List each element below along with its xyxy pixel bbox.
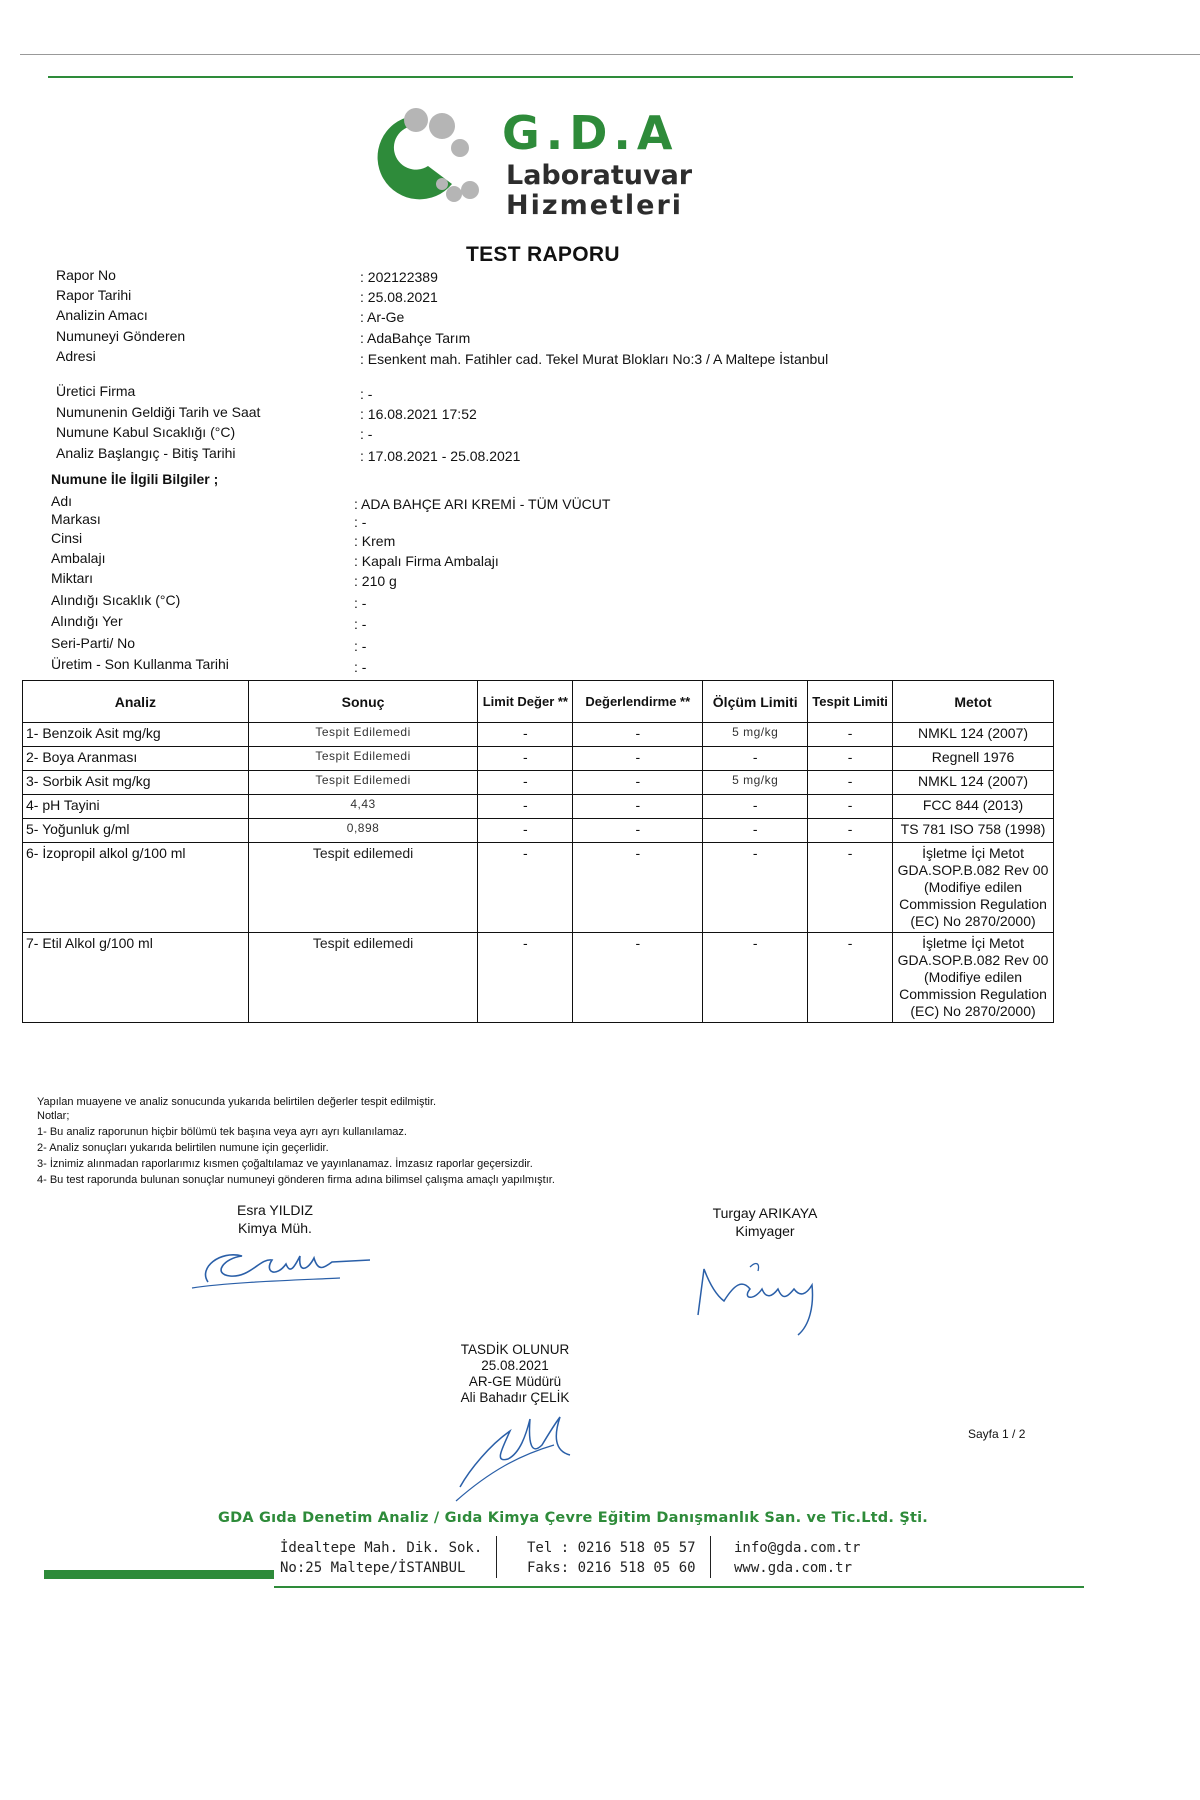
footer-divider [710,1536,711,1578]
footer-web: www.gda.com.tr [734,1560,853,1576]
footer-address [280,1538,482,1578]
cell-limit: - [478,723,573,747]
location-value: : - [354,616,367,632]
report-no-label: Rapor No [56,267,116,283]
cell-analiz: 4- pH Tayini [23,795,249,819]
cell-tespit: - [808,747,893,771]
logo-line1: Laboratuvar [506,160,693,191]
sample-temp-label: Alındığı Sıcaklık (°C) [51,592,181,608]
cell-analiz: 1- Benzoik Asit mg/kg [23,723,249,747]
footer-phones [527,1538,696,1578]
cell-analiz: 3- Sorbik Asit mg/kg [23,771,249,795]
table-row [23,795,1054,819]
table-row [23,723,1054,747]
footer-company: GDA Gıda Denetim Analiz / Gıda Kimya Çevre Eğitim Danışmanlık San. ve Tic.Ltd. Şti. [218,1510,928,1526]
purpose-value: : Ar-Ge [360,309,405,325]
approval-block [440,1342,590,1406]
cell-degerlendirme: - [573,723,703,747]
amount-value: : 210 g [354,573,397,589]
cell-analiz: 7- Etil Alkol g/100 ml [23,933,249,1023]
signer-left-title: Kimya Müh. [238,1220,312,1236]
signature-approval [450,1405,590,1505]
table-row [23,747,1054,771]
signature-left [190,1238,380,1298]
cell-degerlendirme: - [573,771,703,795]
note-item: 2- Analiz sonuçları yukarıda belirtilen numune için geçerlidir. [37,1142,329,1154]
top-rule-thin [20,54,1200,55]
accept-temp-label: Numune Kabul Sıcaklığı (°C) [56,424,236,440]
gda-logo-mark [360,104,480,214]
producer-value: : - [360,386,373,402]
footer-bar-green [44,1570,274,1579]
page-number: Sayfa 1 / 2 [968,1427,1026,1441]
signer-right-name: Turgay ARIKAYA [712,1205,818,1221]
footer-divider [496,1536,497,1578]
brand-label: Markası [51,511,101,527]
address-value: : Esenkent mah. Fatihler cad. Tekel Murat Blokları No:3 / A Maltepe İstanbul [360,351,829,367]
brand-value: : - [354,514,367,530]
note-item: 4- Bu test raporunda bulunan sonuçlar numuneyi gönderen firma adına bilimsel çalışma amaçlı yapılmıştır. [37,1174,555,1186]
top-rule-green [48,76,1073,78]
footer-tel: Tel : 0216 518 05 57 [527,1540,696,1556]
col-header-tespit: Tespit Limiti [808,681,893,723]
footer-address-line2: No:25 Maltepe/İSTANBUL [280,1560,466,1576]
cell-degerlendirme: - [573,819,703,843]
cell-tespit: - [808,819,893,843]
notes-heading: Notlar; [37,1110,70,1122]
cell-analiz: 6- İzopropil alkol g/100 ml [23,843,249,933]
report-no-value: : 202122389 [360,269,438,285]
sample-temp-value: : - [354,595,367,611]
sample-name-value: : ADA BAHÇE ARI KREMİ - TÜM VÜCUT [354,496,611,512]
cell-olcum: - [703,843,808,933]
cell-degerlendirme: - [573,747,703,771]
table-row [23,843,1054,933]
cell-limit: - [478,747,573,771]
lot-value: : - [354,638,367,654]
cell-metot: İşletme İçi Metot GDA.SOP.B.082 Rev 00 (Modifiye edilen Commission Regulation (EC) No 2870/2000) [893,843,1054,933]
cell-sonuc: Tespit Edilemedi [248,723,478,747]
cell-metot: NMKL 124 (2007) [893,771,1054,795]
lot-label: Seri-Parti/ No [51,635,136,651]
cell-sonuc: 4,43 [248,795,478,819]
cell-degerlendirme: - [573,795,703,819]
expiry-label: Üretim - Son Kullanma Tarihi [51,656,229,672]
logo-line2: Hizmetleri [506,190,684,221]
approval-line1: TASDİK OLUNUR [460,1342,570,1357]
col-header-degerlendirme: Değerlendirme ** [573,681,703,723]
table-header-row [23,681,1054,723]
col-header-olcum: Ölçüm Limiti [703,681,808,723]
cell-sonuc: 0,898 [248,819,478,843]
cell-metot: İşletme İçi Metot GDA.SOP.B.082 Rev 00 (Modifiye edilen Commission Regulation (EC) No 2870/2000) [893,933,1054,1023]
note-item: 1- Bu analiz raporunun hiçbir bölümü tek başına veya ayrı ayrı kullanılamaz. [37,1126,407,1138]
cell-tespit: - [808,771,893,795]
type-label: Cinsi [51,530,83,546]
table-row [23,933,1054,1023]
cell-analiz: 2- Boya Aranması [23,747,249,771]
cell-olcum: 5 mg/kg [703,723,808,747]
report-date-label: Rapor Tarihi [56,287,132,303]
col-header-metot: Metot [893,681,1054,723]
cell-sonuc: Tespit edilemedi [248,933,478,1023]
cell-limit: - [478,795,573,819]
cell-limit: - [478,819,573,843]
footer-fax: Faks: 0216 518 05 60 [527,1560,696,1576]
location-label: Alındığı Yer [51,613,123,629]
cell-sonuc: Tespit Edilemedi [248,747,478,771]
table-row [23,771,1054,795]
logo-name: G.D.A [502,106,679,160]
cell-tespit: - [808,933,893,1023]
page-title: TEST RAPORU [466,243,620,266]
cell-olcum: 5 mg/kg [703,771,808,795]
cell-degerlendirme: - [573,933,703,1023]
analysis-dates-value: : 17.08.2021 - 25.08.2021 [360,448,521,464]
col-header-analiz: Analiz [23,681,249,723]
accept-temp-value: : - [360,426,373,442]
cell-analiz: 5- Yoğunluk g/ml [23,819,249,843]
cell-metot: FCC 844 (2013) [893,795,1054,819]
footer-email: info@gda.com.tr [734,1540,861,1556]
table-row [23,819,1054,843]
cell-olcum: - [703,819,808,843]
approval-role: AR-GE Müdürü [468,1374,562,1389]
type-value: : Krem [354,533,396,549]
cell-sonuc: Tespit edilemedi [248,843,478,933]
note-item: 3- İznimiz alınmadan raporlarımız kısmen çoğaltılamaz ve yayınlanamaz. İmzasız raporlar geçersizdir. [37,1158,533,1170]
cell-tespit: - [808,723,893,747]
amount-label: Miktarı [51,570,93,586]
footer-rule-green [274,1586,1084,1588]
cell-metot: Regnell 1976 [893,747,1054,771]
package-label: Ambalajı [51,550,106,566]
cell-tespit: - [808,795,893,819]
col-header-limit: Limit Değer ** [478,681,573,723]
gda-logo [360,104,693,224]
approval-name: Ali Bahadır ÇELİK [460,1390,570,1405]
sample-heading: Numune İle İlgili Bilgiler ; [51,471,219,487]
sender-value: : AdaBahçe Tarım [360,330,471,346]
cell-metot: TS 781 ISO 758 (1998) [893,819,1054,843]
cell-olcum: - [703,747,808,771]
sender-label: Numuneyi Gönderen [56,328,186,344]
cell-tespit: - [808,843,893,933]
cell-olcum: - [703,933,808,1023]
cell-limit: - [478,771,573,795]
cell-limit: - [478,933,573,1023]
cell-limit: - [478,843,573,933]
cell-degerlendirme: - [573,843,703,933]
notes-intro: Yapılan muayene ve analiz sonucunda yukarıda belirtilen değerler tespit edilmiştir. [37,1096,437,1108]
expiry-value: : - [354,659,367,675]
approval-date: 25.08.2021 [481,1358,549,1373]
signer-right-title: Kimyager [735,1223,795,1239]
footer-contact [734,1538,860,1578]
arrival-label: Numunenin Geldiği Tarih ve Saat [56,404,261,420]
cell-metot: NMKL 124 (2007) [893,723,1054,747]
package-value: : Kapalı Firma Ambalajı [354,553,499,569]
cell-sonuc: Tespit Edilemedi [248,771,478,795]
analysis-dates-label: Analiz Başlangıç - Bitiş Tarihi [56,445,236,461]
signer-left-name: Esra YILDIZ [237,1202,313,1218]
producer-label: Üretici Firma [56,383,136,399]
col-header-sonuc: Sonuç [248,681,478,723]
purpose-label: Analizin Amacı [56,307,148,323]
report-date-value: : 25.08.2021 [360,289,438,305]
signature-right [690,1255,850,1345]
cell-olcum: - [703,795,808,819]
results-table [22,680,1054,1023]
footer-address-line1: İdealtepe Mah. Dik. Sok. [280,1540,483,1556]
arrival-value: : 16.08.2021 17:52 [360,406,477,422]
sample-name-label: Adı [51,493,73,509]
address-label: Adresi [56,348,96,364]
